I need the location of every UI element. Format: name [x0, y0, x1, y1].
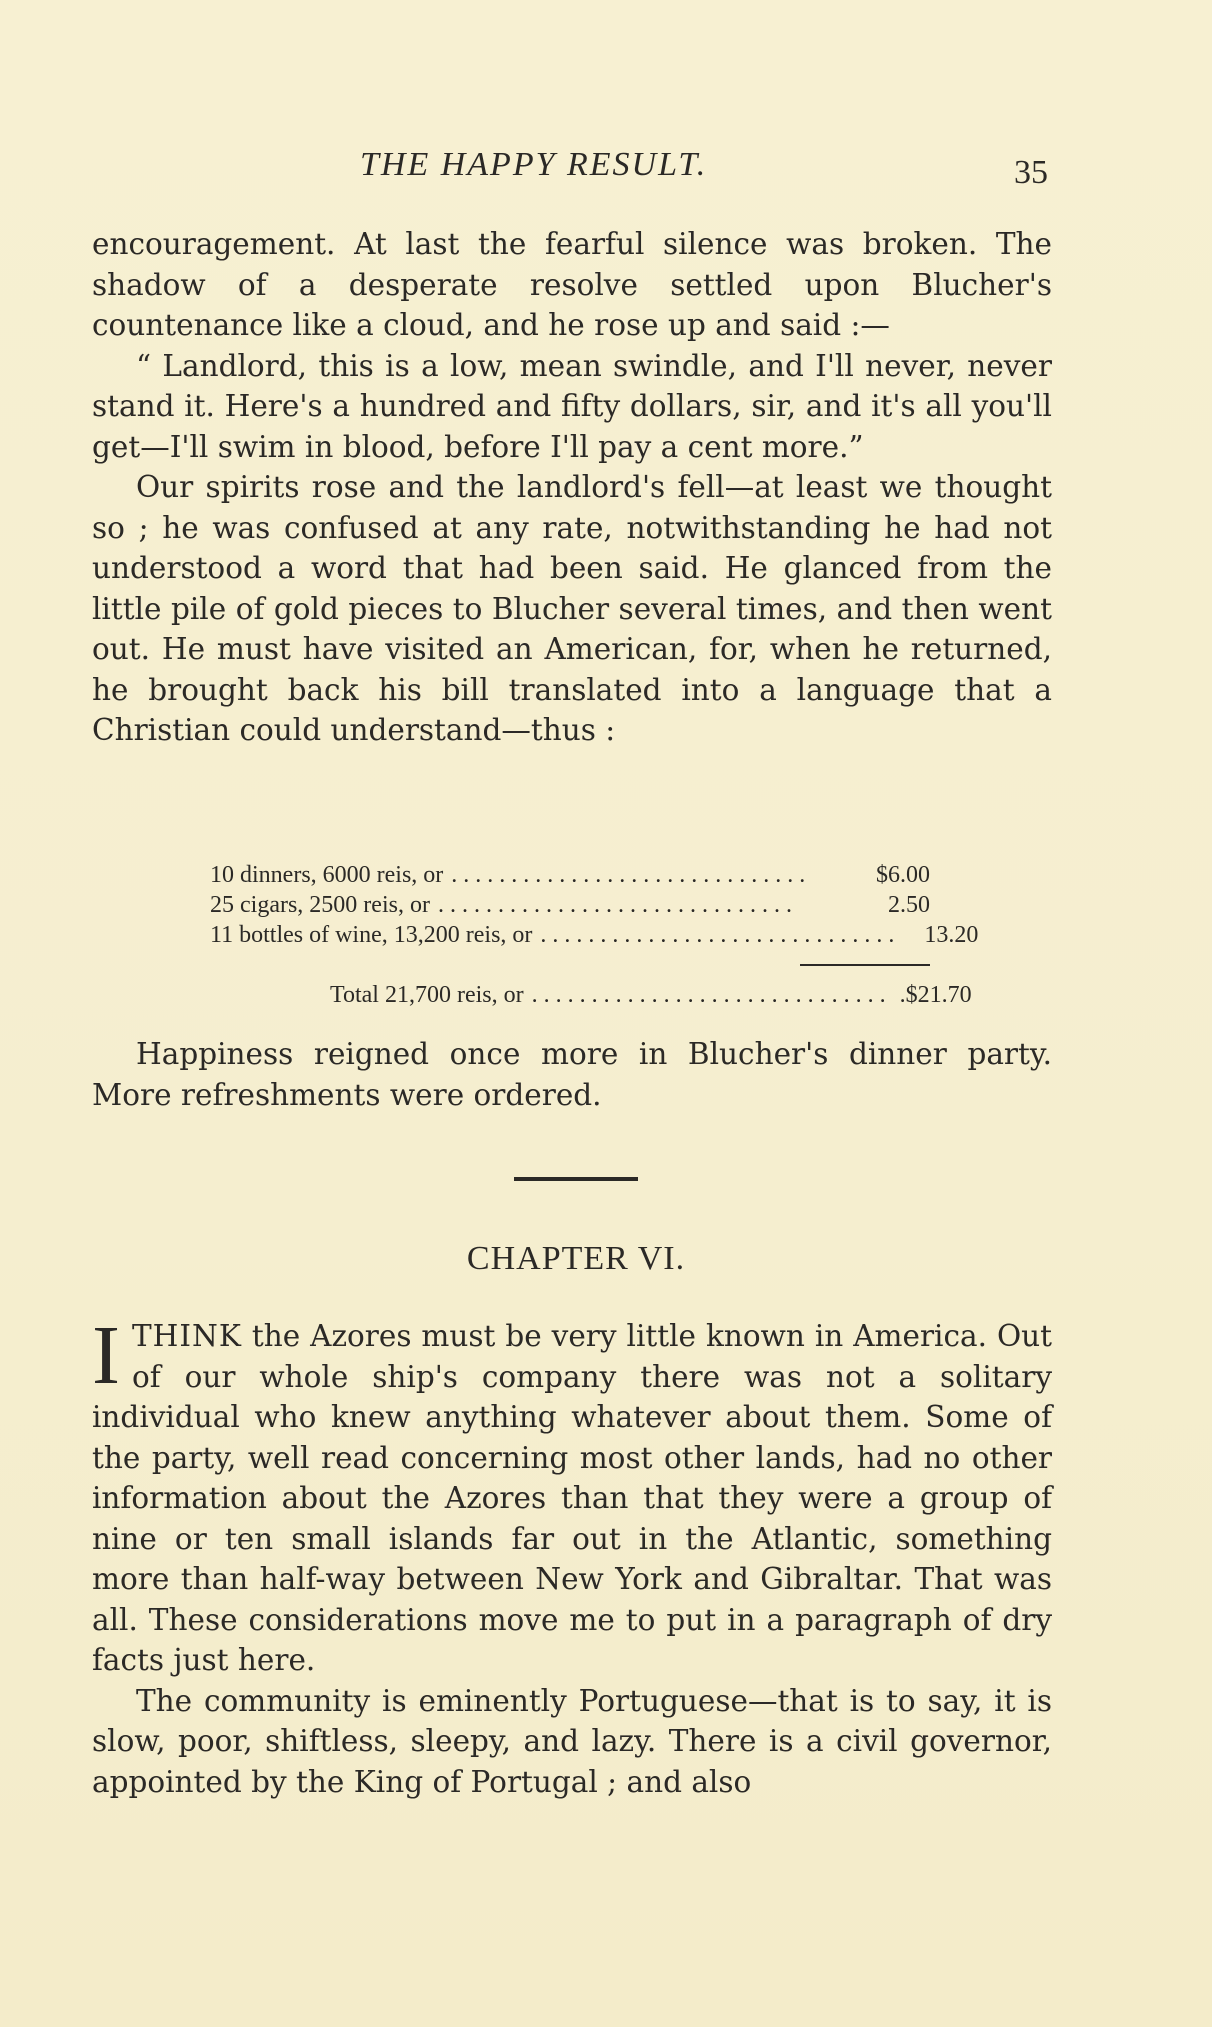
- bill-leader-dots: ..............................: [531, 982, 892, 1008]
- chapter-body: [92, 1309, 1052, 1802]
- bill-row-amount: 2.50: [888, 892, 930, 918]
- chapter-first-paragraph: [92, 1309, 1052, 1681]
- translated-bill: [210, 860, 979, 1010]
- running-title: THE HAPPY RESULT.: [360, 146, 708, 183]
- chapter-first-word: THINK: [131, 1319, 242, 1353]
- bill-leader-dots: ..............................: [451, 862, 812, 888]
- running-head: [0, 146, 1212, 206]
- paragraph-encouragement: encouragement. At last the fearful silence was broken. The shadow of a desperate resolve settled upon Blucher's countenance like a cloud, and he rose up and said :—: [92, 227, 1052, 342]
- bill-row: [210, 920, 979, 950]
- bill-row-amount: $6.00: [876, 862, 930, 888]
- bill-total-label: Total 21,700 reis, or: [330, 982, 524, 1008]
- body-text-after-bill: [92, 1034, 1052, 1115]
- chapter-heading: CHAPTER VI.: [466, 1240, 686, 1277]
- paragraph-happiness: Happiness reigned once more in Blucher's dinner party. More refreshments were ordered.: [92, 1037, 1052, 1112]
- bill-row-label: 25 cigars, 2500 reis, or: [210, 892, 430, 918]
- drop-cap: I: [92, 1309, 120, 1402]
- bill-row: [210, 860, 930, 890]
- bill-row-amount: 13.20: [924, 922, 979, 948]
- bill-sum-rule: [800, 964, 930, 966]
- bill-leader-dots: ..............................: [540, 922, 901, 948]
- bill-row-label: 10 dinners, 6000 reis, or: [210, 862, 444, 888]
- paragraph-landlord-speech: “ Landlord, this is a low, mean swindle, and I'll never, never stand it. Here's a hundred and fifty dollars, sir, and it's all you'll get—I'll swim in blood, before I'll pay a cent more.”: [92, 348, 1052, 464]
- bill-row-label: 11 bottles of wine, 13,200 reis, or: [210, 922, 533, 948]
- bill-total-row: [330, 980, 972, 1010]
- bill-leader-dots: ..............................: [437, 892, 798, 918]
- bill-total-amount: .$21.70: [899, 982, 972, 1008]
- page-number: 35: [1014, 154, 1048, 191]
- body-text-top: [92, 224, 1052, 751]
- paragraph-spirits-rose: Our spirits rose and the landlord's fell—at least we thought so ; he was confused at any rate, notwithstanding he had not understood a word that had been said. He glanced from the little pile of gold pieces to Blucher several times, and then went out. He must have visited an American, for, when he returned, he brought back his bill translated into a language that a Christian could understand—thus :: [92, 470, 1052, 747]
- bill-row: [210, 890, 930, 920]
- chapter-divider: [514, 1177, 638, 1181]
- chapter-second-paragraph: The community is eminently Portuguese—that is to say, it is slow, poor, shiftless, sleepy, and lazy. There is a civil governor, appointed by the King of Portugal ; and also: [92, 1683, 1052, 1799]
- chapter-first-paragraph-text: the Azores must be very little known in America. Out of our whole ship's company there was not a solitary individual who knew anything whatever about them. Some of the party, well read concerning most other lands, had no other information about the Azores than that they were a group of nine or ten small islands far out in the Atlantic, something more than half-way between New York and Gibraltar. That was all. These considerations move me to put in a paragraph of dry facts just here.: [92, 1319, 1052, 1677]
